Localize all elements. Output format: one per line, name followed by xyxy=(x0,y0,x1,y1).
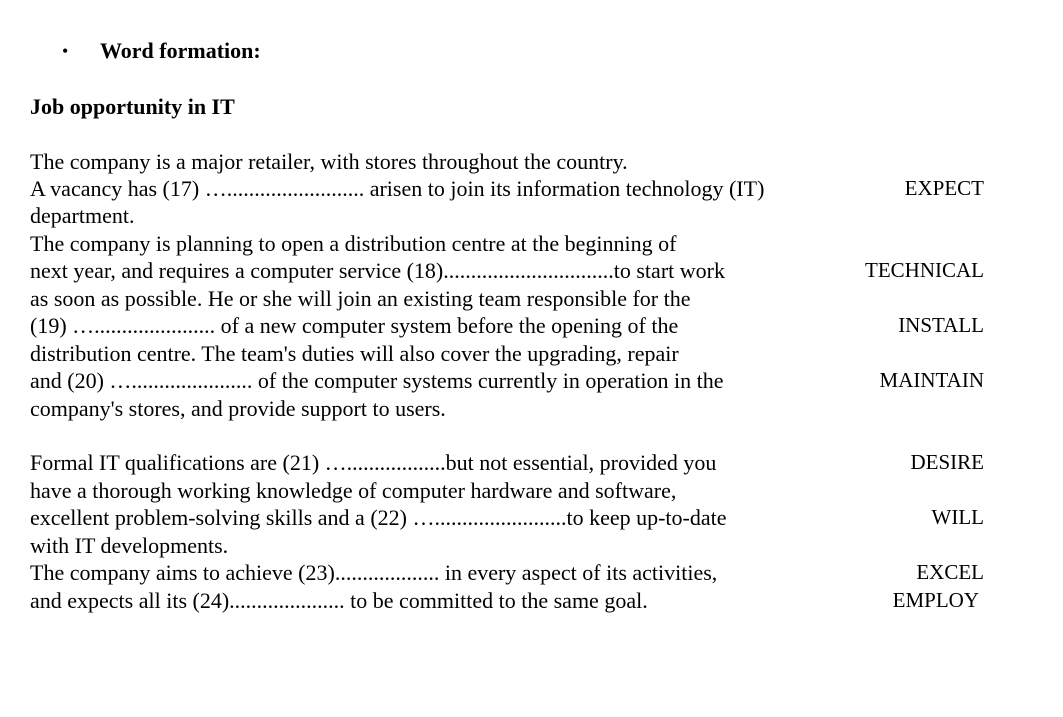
passage-line-4: The company is planning to open a distribution centre at the beginning of xyxy=(30,231,677,256)
passage-line-8: distribution centre. The team's duties will also cover the upgrading, repair xyxy=(30,341,679,366)
passage-line-9: and (20) …...................... of the computer systems currently in operation in the xyxy=(30,368,724,393)
passage-line-10: company's stores, and provide support to users. xyxy=(30,396,446,421)
section-heading-row xyxy=(62,36,261,66)
root-word-20: MAINTAIN xyxy=(879,368,984,392)
passage-title: Job opportunity in IT xyxy=(30,94,235,119)
passage-line-16: and expects all its (24)..................... to be committed to the same goal. xyxy=(30,588,648,613)
passage-line-1: The company is a major retailer, with stores throughout the country. xyxy=(30,149,628,174)
passage-line-15: The company aims to achieve (23)................... in every aspect of its activities, xyxy=(30,560,718,585)
section-heading: Word formation: xyxy=(100,38,261,63)
root-word-22: WILL xyxy=(931,505,984,529)
passage-line-6: as soon as possible. He or she will join an existing team responsible for the xyxy=(30,286,691,311)
passage-line-12: have a thorough working knowledge of computer hardware and software, xyxy=(30,478,677,503)
passage-line-7: (19) …...................... of a new computer system before the opening of the xyxy=(30,313,679,338)
passage-line-13: excellent problem-solving skills and a (22) …........................to keep up-to-date xyxy=(30,505,727,530)
passage-line-14: with IT developments. xyxy=(30,533,229,558)
root-word-19: INSTALL xyxy=(898,313,984,337)
bullet-icon: • xyxy=(62,41,69,61)
root-word-18: TECHNICAL xyxy=(865,258,984,282)
passage-line-2: A vacancy has (17) …......................... arisen to join its information technology (IT) xyxy=(30,176,765,201)
root-word-24: EMPLOY xyxy=(892,588,979,612)
passage-line-3: department. xyxy=(30,203,135,228)
root-word-21: DESIRE xyxy=(910,450,984,474)
root-word-17: EXPECT xyxy=(904,176,984,200)
root-word-23: EXCEL xyxy=(916,560,984,584)
passage-line-5: next year, and requires a computer service (18)...............................to start work xyxy=(30,258,725,283)
passage-line-11: Formal IT qualifications are (21) …..................but not essential, provided you xyxy=(30,450,717,475)
